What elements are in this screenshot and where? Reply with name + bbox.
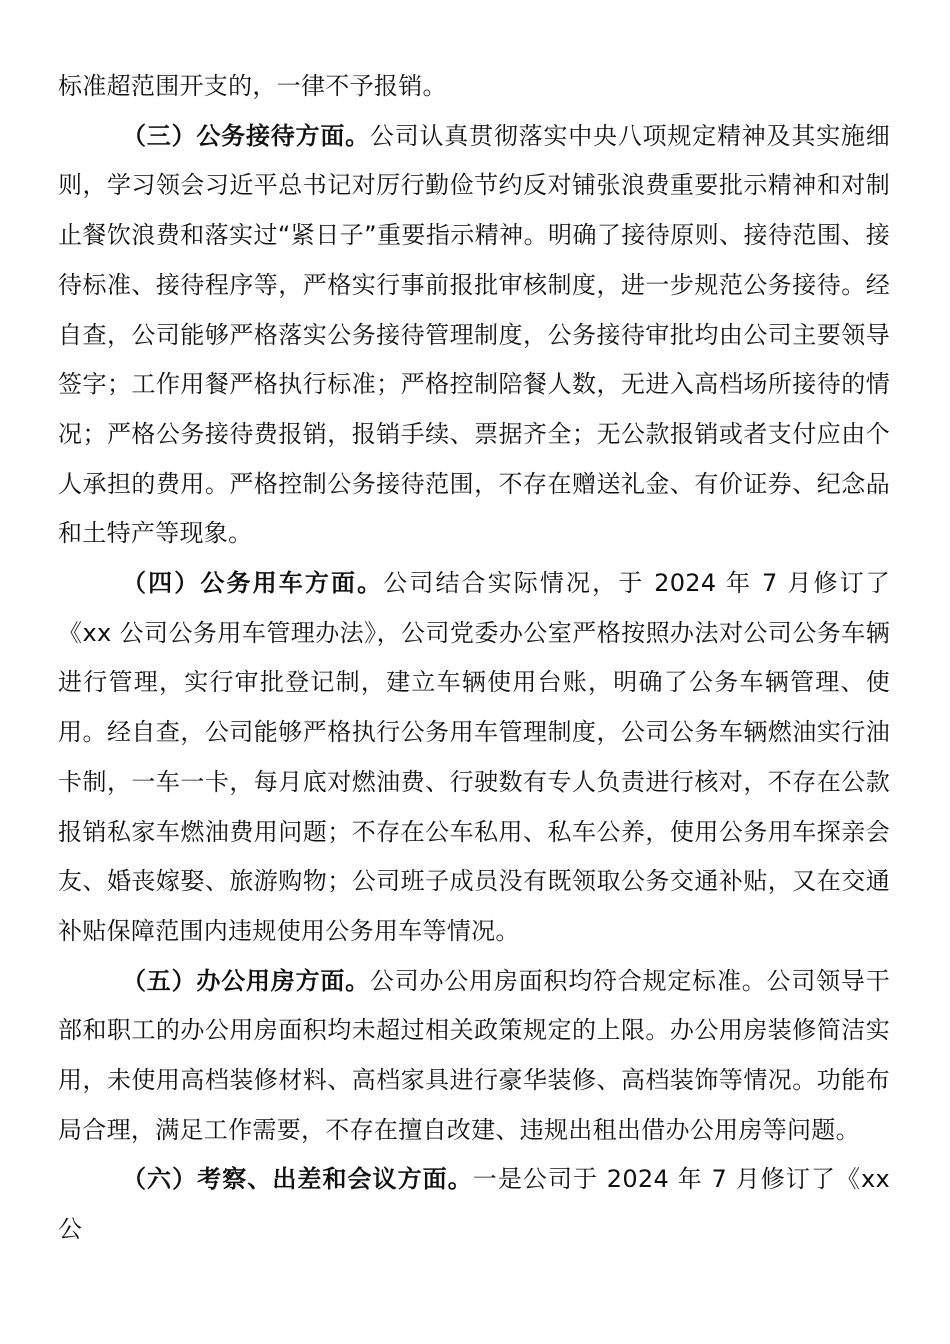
document-page [58,62,890,1255]
paragraph-travel-meetings [58,1155,890,1254]
paragraph-text: 公司认真贯彻落实中央八项规定精神及其实施细则，学习领会习近平总书记对厉行勤俭节约反对铺张浪费重要批示精神和对制止餐饮浪费和落实过“紧日子”重要指示精神。明确了接待原则、接待范围、接待标准、接待程序等，严格实行事前报批审核制度，进一步规范公务接待。经自查，公司能够严格落实公务接待管理制度，公务接待审批均由公司主要领导签字；工作用餐严格执行标准；严格控制陪餐人数，无进入高档场所接待的情况；严格公务接待费报销，报销手续、票据齐全；无公款报销或者支付应由个人承担的费用。严格控制公务接待范围，不存在赠送礼金、有价证券、纪念品和土特产等现象。 [58,121,890,548]
paragraph-official-vehicles [58,559,890,957]
section-heading: （五）办公用房方面。 [122,966,370,995]
paragraph-text: 公司结合实际情况，于 2024 年 7 月修订了《xx 公司公务用车管理办法》，公司党委办公室严格按照办法对公司公务车辆进行管理，实行审批登记制，建立车辆使用台账，明确了公务车辆管理、使用。经自查，公司能够严格执行公务用车管理制度，公司公务车辆燃油实行油卡制，一车一卡，每月底对燃油费、行驶数有专人负责进行核对，不存在公款报销私家车燃油费用问题；不存在公车私用、私车公养，使用公务用车探亲会友、婚丧嫁娶、旅游购物；公司班子成员没有既领取公务交通补贴，又在交通补贴保障范围内违规使用公务用车等情况。 [58,569,891,945]
paragraph-text: 公司办公用房面积均符合规定标准。公司领导干部和职工的办公用房面积均未超过相关政策规定的上限。办公用房装修简洁实用，未使用高档装修材料、高档家具进行豪华装修、高档装饰等情况。功能布局合理，满足工作需要，不存在擅自改建、违规出租出借办公用房等问题。 [58,966,890,1144]
paragraph-official-reception [58,112,890,559]
section-heading: （三）公务接待方面。 [122,121,370,150]
paragraph-continuation [58,62,890,112]
section-heading: （六）考察、出差和会议方面。 [122,1165,473,1194]
paragraph-office-space [58,957,890,1156]
paragraph-text: 一是公司于 2024 年 7 月修订了《xx 公 [58,1165,891,1244]
section-heading: （四）公务用车方面。 [122,569,384,598]
paragraph-text: 标准超范围开支的，一律不予报销。 [58,72,447,100]
